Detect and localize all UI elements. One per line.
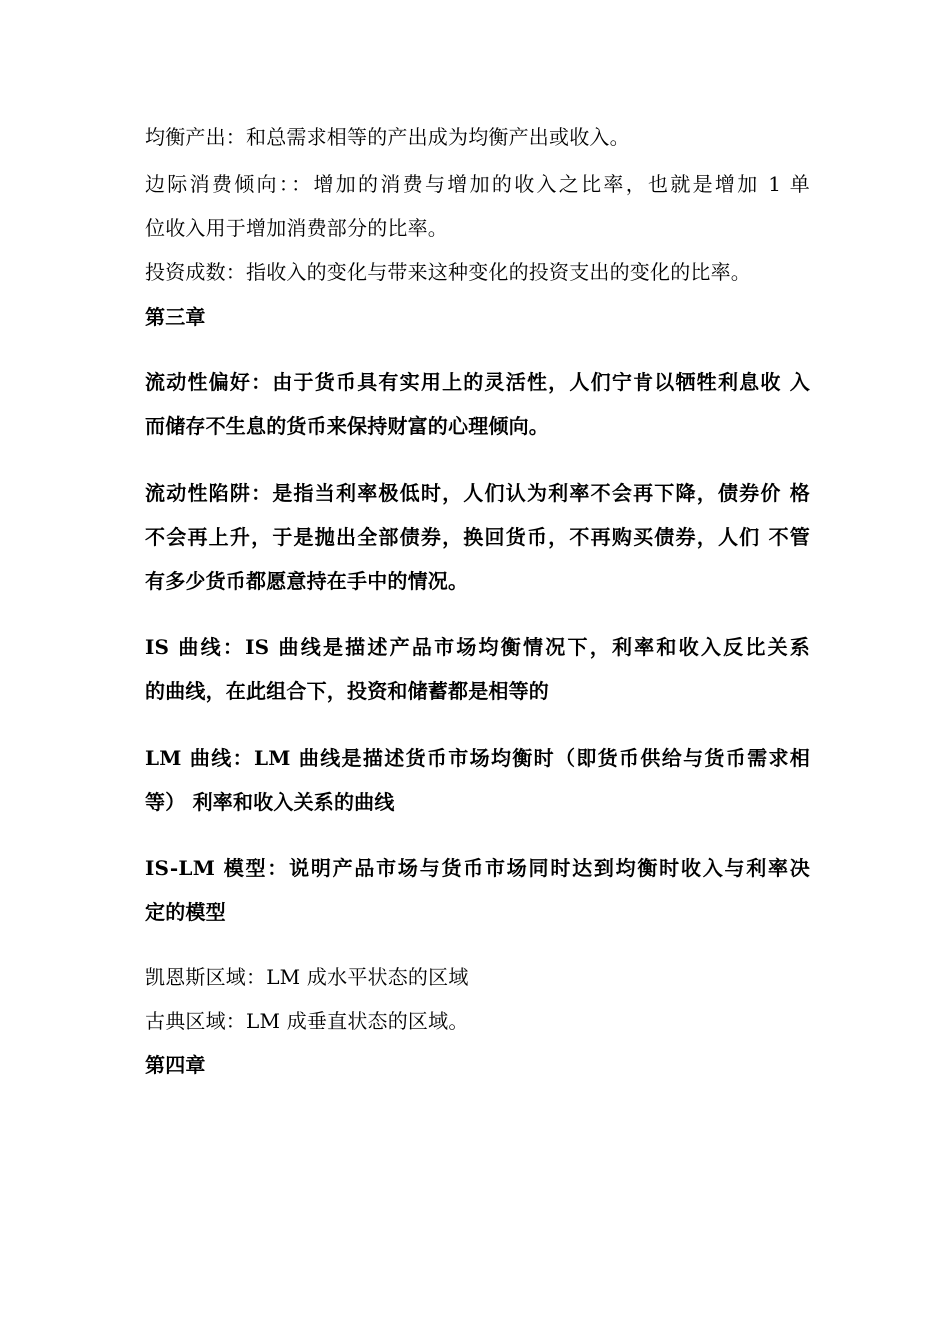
definition-liquidity-trap-line-2: 不会再上升，于是抛出全部债券，换回货币，不再购买债券，人们 不管 xyxy=(145,525,810,549)
definition-marginal-propensity-line-2: 位收入用于增加消费部分的比率。 xyxy=(145,216,448,240)
definition-liquidity-preference-line-2: 而储存不生息的货币来保持财富的心理倾向。 xyxy=(145,414,549,438)
definition-investment-multiplier: 投资成数：指收入的变化与带来这种变化的投资支出的变化的比率。 xyxy=(145,260,751,284)
definition-liquidity-trap-line-3: 有多少货币都愿意持在手中的情况。 xyxy=(145,569,469,593)
definition-equilibrium-output: 均衡产出：和总需求相等的产出成为均衡产出或收入。 xyxy=(145,125,630,149)
definition-is-curve-line-1: IS 曲线：IS 曲线是描述产品市场均衡情况下，利率和收入反比关系 xyxy=(145,635,810,659)
chapter-three-heading: 第三章 xyxy=(145,305,206,329)
definition-liquidity-trap-line-1: 流动性陷阱：是指当利率极低时，人们认为利率不会再下降，债券价 格 xyxy=(145,481,810,505)
definition-keynesian-range: 凯恩斯区域：LM 成水平状态的区域 xyxy=(145,965,469,989)
definition-lm-curve-line-2: 等） 利率和收入关系的曲线 xyxy=(145,790,395,814)
definition-lm-curve-line-1: LM 曲线：LM 曲线是描述货币市场均衡时（即货币供给与货币需求相 xyxy=(145,746,810,770)
chapter-four-heading: 第四章 xyxy=(145,1053,206,1077)
definition-is-curve-line-2: 的曲线，在此组合下，投资和储蓄都是相等的 xyxy=(145,679,549,703)
definition-classical-range: 古典区域：LM 成垂直状态的区域。 xyxy=(145,1009,469,1033)
definition-liquidity-preference-line-1: 流动性偏好：由于货币具有实用上的灵活性，人们宁肯以牺牲利息收 入 xyxy=(145,370,810,394)
definition-marginal-propensity-line-1: 边际消费倾向：：增加的消费与增加的收入之比率，也就是增加 1 单 xyxy=(145,172,810,196)
definition-is-lm-model-line-1: IS-LM 模型：说明产品市场与货币市场同时达到均衡时收入与利率决 xyxy=(145,856,810,880)
definition-is-lm-model-line-2: 定的模型 xyxy=(145,900,226,924)
